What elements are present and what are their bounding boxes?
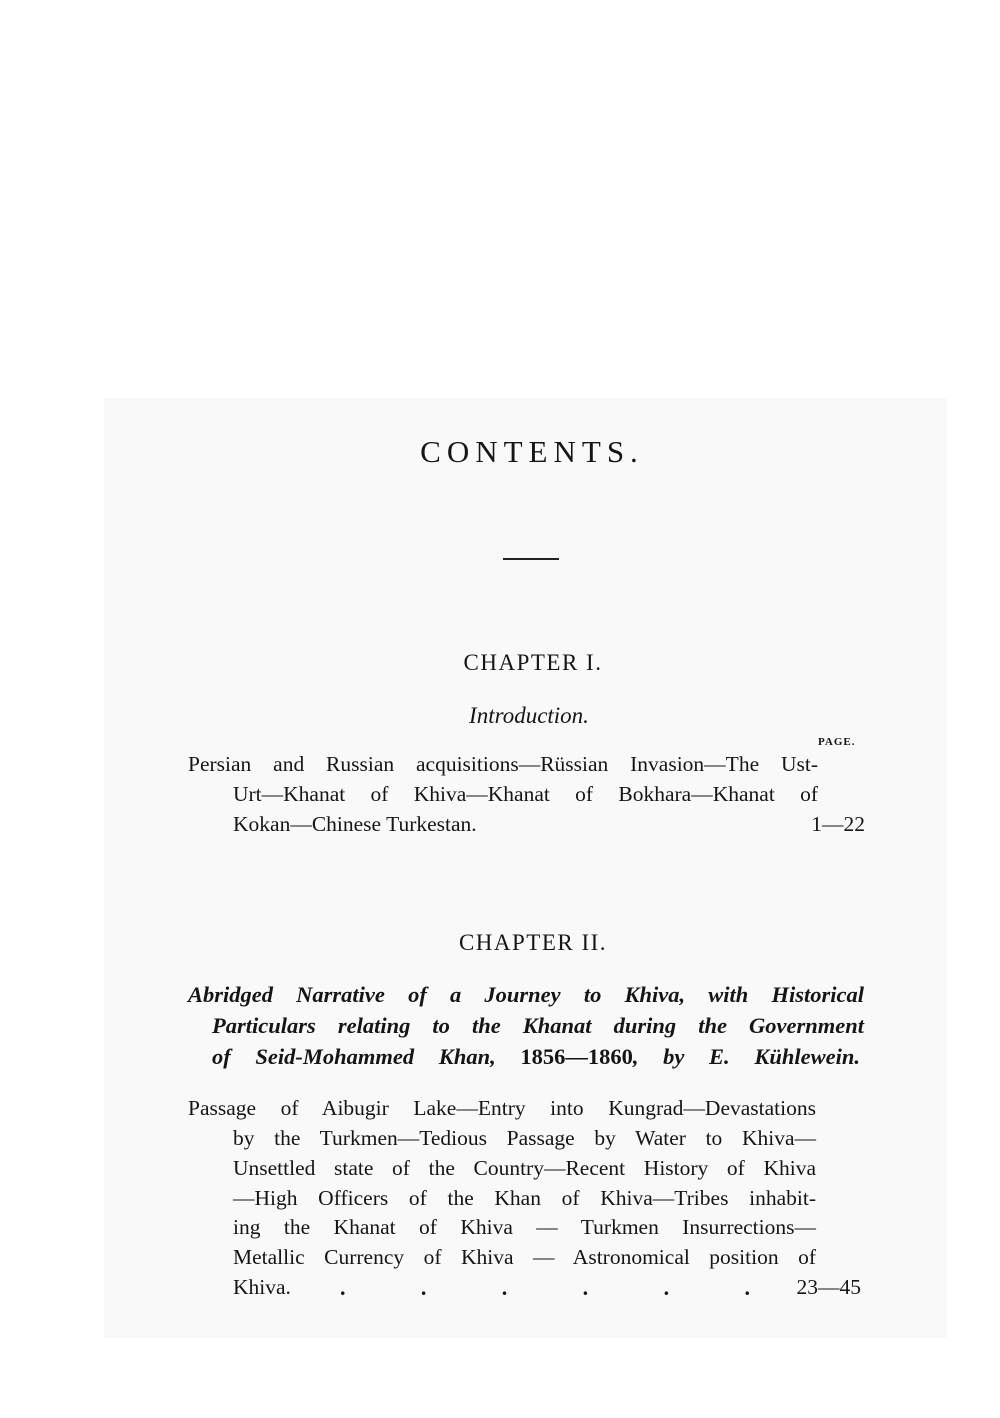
chapter-2-subtitle-text: , by E. Kühlewein. [632, 1044, 860, 1069]
page-column-label: PAGE. [818, 736, 856, 748]
chapter-2-summary-line: Passage of Aibugir Lake—Entry into Kungrad—Devastations [188, 1096, 816, 1120]
leader-dot: . [420, 1275, 427, 1300]
leader-dot: . [744, 1275, 750, 1300]
chapter-2-subtitle-line: Abridged Narrative of a Journey to Khiva, with Historical [188, 982, 864, 1007]
chapter-1-summary-line: Kokan—Chinese Turkestan. [233, 812, 477, 836]
chapter-2-summary-line: Unsettled state of the Country—Recent History of Khiva [233, 1156, 816, 1180]
chapter-2-summary-line: by the Turkmen—Tedious Passage by Water to Khiva— [233, 1126, 816, 1150]
leader-dot: . [582, 1275, 589, 1300]
chapter-2-summary-line: Metallic Currency of Khiva — Astronomical position of [233, 1245, 816, 1269]
chapter-2-subtitle-text: of Seid-Mohammed Khan, [212, 1044, 521, 1069]
chapter-1-page-range: 1—22 [811, 812, 865, 836]
chapter-2-years: 1856—1860 [520, 1044, 633, 1069]
chapter-1-heading: CHAPTER I. [463, 650, 603, 675]
chapter-2-subtitle-line [212, 1044, 860, 1070]
leader-dot: . [340, 1275, 346, 1300]
chapter-2-page-range: 23—45 [796, 1275, 861, 1299]
chapter-1-summary-line: Persian and Russian acquisitions—Rüssian Invasion—The Ust- [188, 752, 818, 776]
chapter-1-summary-line: Urt—Khanat of Khiva—Khanat of Bokhara—Khanat of [233, 782, 818, 806]
contents-title: CONTENTS. [420, 434, 644, 469]
chapter-2-subtitle-line: Particulars relating to the Khanat during the Government [212, 1013, 864, 1038]
chapter-2-summary-line: ing the Khanat of Khiva — Turkmen Insurrections— [233, 1215, 816, 1239]
leader-dot: . [501, 1275, 508, 1300]
title-divider [503, 558, 559, 560]
chapter-2-summary-line: Khiva. [233, 1275, 291, 1299]
chapter-2-heading: CHAPTER II. [458, 930, 608, 955]
chapter-1-subtitle: Introduction. [469, 703, 589, 728]
leader-dot: . [663, 1275, 670, 1300]
chapter-2-summary-line: —High Officers of the Khan of Khiva—Tribes inhabit- [233, 1186, 816, 1210]
leader-dots [340, 1275, 750, 1301]
